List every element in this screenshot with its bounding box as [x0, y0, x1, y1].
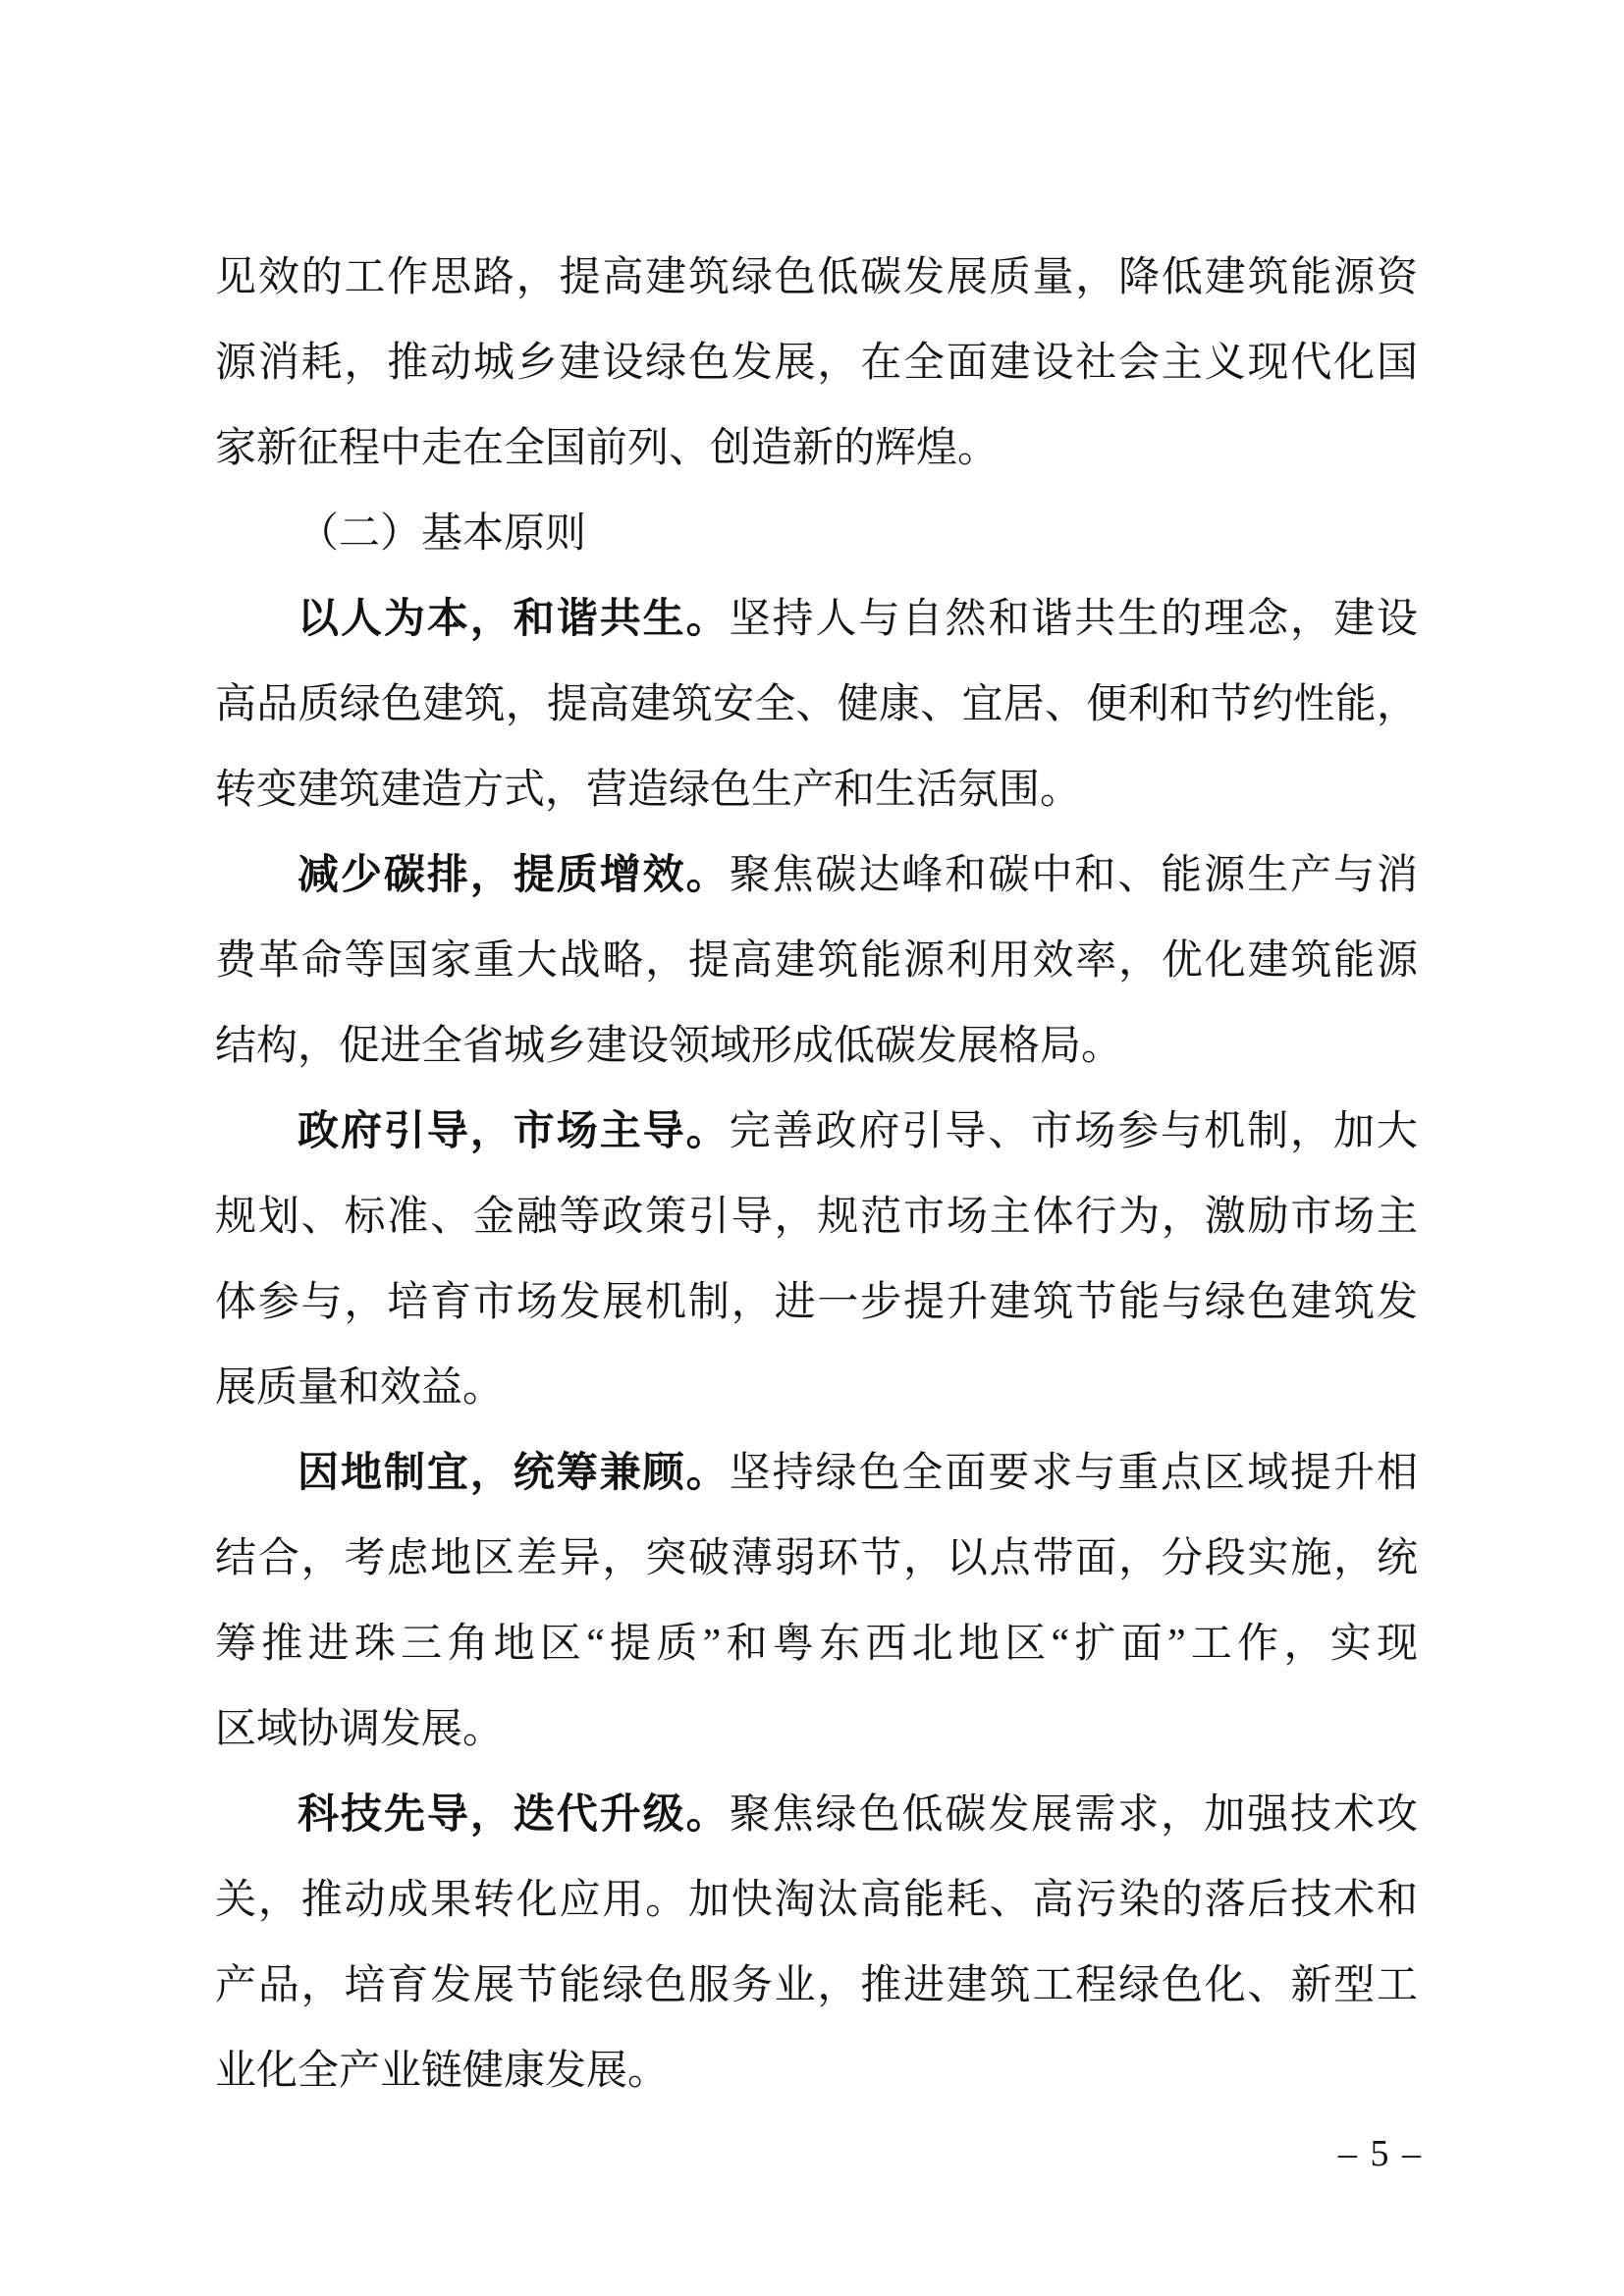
- bold-lead-in: 以人为本，和谐共生。: [298, 597, 730, 642]
- text-line: 展质量和效益。: [215, 1365, 505, 1411]
- text-line: 家新征程中走在全国前列、创造新的辉煌。: [215, 426, 1000, 471]
- text-line: 转变建筑建造方式，营造绿色生产和生活氛围。: [215, 768, 1082, 813]
- bold-lead-in: 因地制宜，统筹兼顾。: [298, 1451, 730, 1496]
- bold-lead-in: 减少碳排，提质增效。: [298, 853, 730, 898]
- text-line: 结合，考虑地区差异，突破薄弱环节，以点带面，分段实施，统: [215, 1536, 1418, 1581]
- text-line: 源消耗，推动城乡建设绿色发展，在全面建设社会主义现代化国: [215, 341, 1418, 386]
- text-line: 科技先导，迭代升级。聚焦绿色低碳发展需求，加强技术攻: [298, 1792, 1418, 1838]
- text-line: 业化全产业链健康发展。: [215, 2049, 670, 2094]
- text-line: 因地制宜，统筹兼顾。坚持绿色全面要求与重点区域提升相: [298, 1451, 1418, 1496]
- bold-lead-in: 政府引导，市场主导。: [298, 1109, 730, 1154]
- text-line: 体参与，培育市场发展机制，进一步提升建筑节能与绿色建筑发: [215, 1280, 1418, 1325]
- bold-lead-in: 科技先导，迭代升级。: [298, 1792, 730, 1838]
- text-line: 关，推动成果转化应用。加快淘汰高能耗、高污染的落后技术和: [215, 1878, 1418, 1923]
- text-line: 高品质绿色建筑，提高建筑安全、健康、宜居、便利和节约性能，: [215, 682, 1418, 727]
- text-line: 以人为本，和谐共生。坚持人与自然和谐共生的理念，建设: [298, 597, 1418, 642]
- page-number: – 5 –: [1338, 2133, 1423, 2174]
- text-line: 结构，促进全省城乡建设领域形成低碳发展格局。: [215, 1024, 1123, 1069]
- text-line: 减少碳排，提质增效。聚焦碳达峰和碳中和、能源生产与消: [298, 853, 1418, 898]
- document-body: [215, 236, 1418, 2114]
- text-line: 费革命等国家重大战略，提高建筑能源利用效率，优化建筑能源: [215, 938, 1418, 984]
- section-heading: （二）基本原则: [298, 511, 587, 557]
- text-line: 筹推进珠三角地区“提质”和粤东西北地区“扩面”工作，实现: [215, 1622, 1418, 1667]
- text-line: 政府引导，市场主导。完善政府引导、市场参与机制，加大: [298, 1109, 1418, 1154]
- text-line: 见效的工作思路，提高建筑绿色低碳发展质量，降低建筑能源资: [215, 255, 1418, 300]
- text-line: 区域协调发展。: [215, 1707, 505, 1752]
- text-line: 规划、标准、金融等政策引导，规范市场主体行为，激励市场主: [215, 1195, 1418, 1240]
- text-line: 产品，培育发展节能绿色服务业，推进建筑工程绿色化、新型工: [215, 1963, 1418, 2008]
